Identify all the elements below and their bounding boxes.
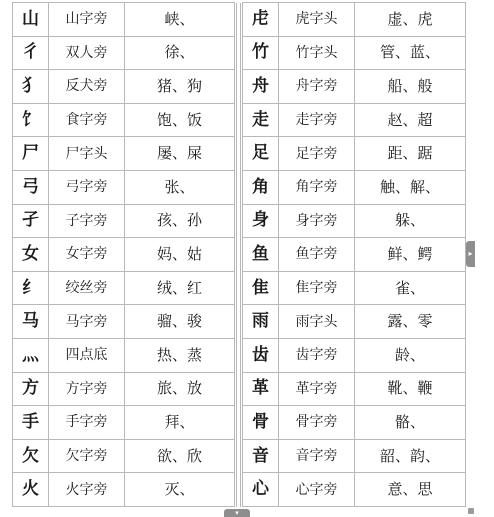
radical-name-cell: 竹字头 (279, 36, 355, 70)
radical-name-cell: 火字旁 (49, 473, 125, 507)
example-chars-cell: 绒、红 (125, 271, 235, 305)
radical-cell: 鱼 (243, 238, 279, 272)
radical-cell: 走 (243, 103, 279, 137)
example-chars-cell: 欲、欣 (125, 439, 235, 473)
column-divider (235, 338, 243, 372)
radical-name-cell: 山字旁 (49, 3, 125, 37)
radical-cell: 彳 (13, 36, 49, 70)
radical-name-cell: 心字旁 (279, 473, 355, 507)
radical-table-body (13, 3, 466, 507)
radical-name-cell: 尸字头 (49, 137, 125, 171)
example-chars-cell: 龄、 (355, 338, 466, 372)
radical-name-cell: 马字旁 (49, 305, 125, 339)
table-row (13, 238, 466, 272)
radical-name-cell: 骨字旁 (279, 406, 355, 440)
radical-name-cell: 革字旁 (279, 372, 355, 406)
radical-cell: 弓 (13, 170, 49, 204)
example-chars-cell: 意、思 (355, 473, 466, 507)
radical-name-cell: 足字旁 (279, 137, 355, 171)
radical-cell: 灬 (13, 338, 49, 372)
table-row (13, 305, 466, 339)
column-divider (235, 305, 243, 339)
radical-name-cell: 走字旁 (279, 103, 355, 137)
example-chars-cell: 张、 (125, 170, 235, 204)
radical-name-cell: 音字旁 (279, 439, 355, 473)
table-row (13, 439, 466, 473)
example-chars-cell: 徐、 (125, 36, 235, 70)
radical-name-cell: 手字旁 (49, 406, 125, 440)
radical-cell: 身 (243, 204, 279, 238)
radical-cell: 马 (13, 305, 49, 339)
radical-cell: 音 (243, 439, 279, 473)
table-row (13, 137, 466, 171)
column-divider (235, 137, 243, 171)
radical-cell: 火 (13, 473, 49, 507)
example-chars-cell: 雀、 (355, 271, 466, 305)
example-chars-cell: 虚、虎 (355, 3, 466, 37)
example-chars-cell: 猪、狗 (125, 70, 235, 104)
radical-cell: 方 (13, 372, 49, 406)
radical-cell: 雨 (243, 305, 279, 339)
column-divider (235, 238, 243, 272)
radical-name-cell: 食字旁 (49, 103, 125, 137)
example-chars-cell: 韶、韵、 (355, 439, 466, 473)
table-row (13, 204, 466, 238)
example-chars-cell: 饱、饭 (125, 103, 235, 137)
example-chars-cell: 拜、 (125, 406, 235, 440)
radical-cell: 犭 (13, 70, 49, 104)
radical-cell: 山 (13, 3, 49, 37)
radical-cell: 竹 (243, 36, 279, 70)
example-chars-cell: 妈、姑 (125, 238, 235, 272)
radical-name-cell: 方字旁 (49, 372, 125, 406)
radical-cell: 齿 (243, 338, 279, 372)
radical-cell: 足 (243, 137, 279, 171)
radical-name-cell: 雨字头 (279, 305, 355, 339)
resize-corner-icon[interactable] (468, 508, 474, 514)
column-divider (235, 204, 243, 238)
radical-cell: 饣 (13, 103, 49, 137)
column-divider (235, 372, 243, 406)
example-chars-cell: 灭、 (125, 473, 235, 507)
column-divider (235, 170, 243, 204)
example-chars-cell: 距、踞 (355, 137, 466, 171)
example-chars-cell: 骼、 (355, 406, 466, 440)
column-divider (235, 271, 243, 305)
chevron-right-icon[interactable]: ▸ (466, 241, 475, 267)
radical-name-cell: 隹字旁 (279, 271, 355, 305)
radical-name-cell: 女字旁 (49, 238, 125, 272)
radical-name-cell: 四点底 (49, 338, 125, 372)
table-row (13, 170, 466, 204)
example-chars-cell: 旅、放 (125, 372, 235, 406)
radical-name-cell: 子字旁 (49, 204, 125, 238)
example-chars-cell: 赵、超 (355, 103, 466, 137)
radical-name-cell: 虎字头 (279, 3, 355, 37)
example-chars-cell: 峡、 (125, 3, 235, 37)
example-chars-cell: 靴、鞭 (355, 372, 466, 406)
radical-cell: 手 (13, 406, 49, 440)
radical-table (12, 2, 466, 507)
column-divider (235, 406, 243, 440)
table-row (13, 103, 466, 137)
radical-cell: 革 (243, 372, 279, 406)
column-divider (235, 3, 243, 37)
example-chars-cell: 躲、 (355, 204, 466, 238)
table-row (13, 473, 466, 507)
radical-cell: 孑 (13, 204, 49, 238)
table-row (13, 406, 466, 440)
radical-name-cell: 角字旁 (279, 170, 355, 204)
example-chars-cell: 露、零 (355, 305, 466, 339)
radical-cell: 女 (13, 238, 49, 272)
radical-name-cell: 双人旁 (49, 36, 125, 70)
radical-cell: 隹 (243, 271, 279, 305)
radical-name-cell: 舟字旁 (279, 70, 355, 104)
radical-name-cell: 反犬旁 (49, 70, 125, 104)
radical-name-cell: 鱼字旁 (279, 238, 355, 272)
column-divider (235, 70, 243, 104)
radical-name-cell: 齿字旁 (279, 338, 355, 372)
column-divider (235, 439, 243, 473)
radical-cell: 骨 (243, 406, 279, 440)
table-row (13, 36, 466, 70)
example-chars-cell: 触、解、 (355, 170, 466, 204)
radical-cell: 角 (243, 170, 279, 204)
radical-cell: 舟 (243, 70, 279, 104)
radical-cell: 尸 (13, 137, 49, 171)
radical-cell: 欠 (13, 439, 49, 473)
radical-name-cell: 弓字旁 (49, 170, 125, 204)
example-chars-cell: 鲜、鳄 (355, 238, 466, 272)
radical-name-cell: 欠字旁 (49, 439, 125, 473)
example-chars-cell: 孩、孙 (125, 204, 235, 238)
radical-cell: 纟 (13, 271, 49, 305)
example-chars-cell: 管、蓝、 (355, 36, 466, 70)
chevron-down-icon[interactable]: ▾ (224, 509, 250, 517)
table-row (13, 271, 466, 305)
radical-name-cell: 身字旁 (279, 204, 355, 238)
radical-name-cell: 绞丝旁 (49, 271, 125, 305)
column-divider (235, 103, 243, 137)
table-row (13, 372, 466, 406)
example-chars-cell: 屡、屎 (125, 137, 235, 171)
example-chars-cell: 热、蒸 (125, 338, 235, 372)
column-divider (235, 36, 243, 70)
table-row (13, 338, 466, 372)
table-row (13, 3, 466, 37)
example-chars-cell: 船、般 (355, 70, 466, 104)
radical-cell: 虍 (243, 3, 279, 37)
column-divider (235, 473, 243, 507)
example-chars-cell: 骝、骏 (125, 305, 235, 339)
radical-cell: 心 (243, 473, 279, 507)
table-row (13, 70, 466, 104)
